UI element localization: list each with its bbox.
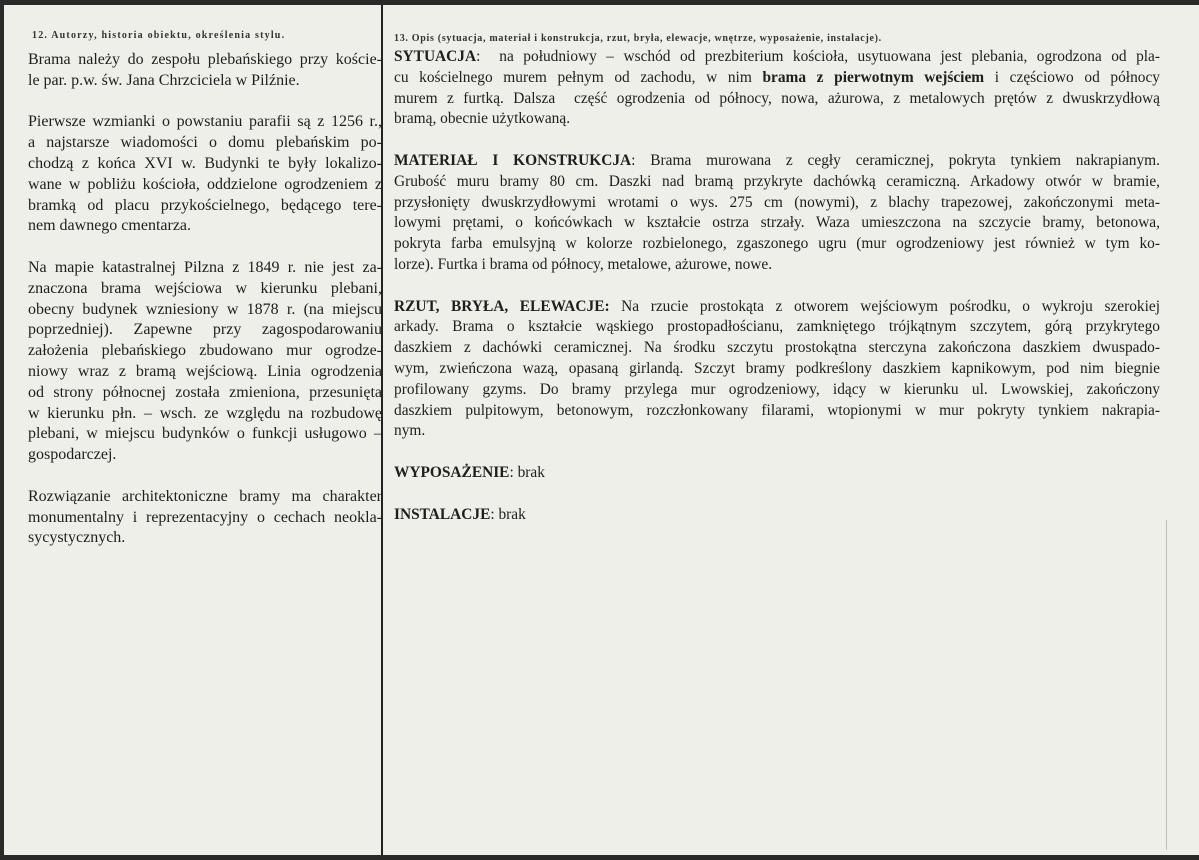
text-segment: daszkiem z dachówki ceramicznej. Na środku szczytu prostokątna sterczyna zakończona daszkiem dwuspado- [394, 339, 1160, 357]
page-edge-line [1166, 520, 1167, 850]
text-line: założenia plebańskiego zbudowano mur ogrodze- [28, 342, 382, 360]
bold-text: RZUT, BRYŁA, ELEWACJE: [394, 297, 610, 315]
bold-text: SYTUACJA [394, 48, 477, 65]
text-line [394, 380, 1160, 401]
text-line: monumentalny i reprezentacyjny o cechach neokla- [28, 508, 382, 526]
text-line: le par. p.w. św. Jana Chrzciciela w Pilźnie. [28, 71, 300, 89]
text-line: poprzedniej). Zapewne przy zagospodarowaniu [28, 321, 382, 339]
section-rzut-bryła-elewacje [394, 297, 1160, 443]
text-line: wane w pobliżu kościoła, oddzielone ogrodzeniem z [28, 175, 382, 193]
text-line: bramką od placu przykościelnego, będącego tere- [28, 196, 382, 214]
text-line: nem dawnego cmentarza. [28, 217, 192, 235]
text-segment: Na rzucie prostokąta z otworem wejściowym pośrodku, o wykroju szerokiej [609, 297, 1160, 315]
text-line [394, 359, 1160, 380]
text-segment: daszkiem pulpitowym, betonowym, rozczłonkowany filarami, wtopionymi w mur pokryty tynkiem nakrapia- [394, 401, 1160, 419]
text-segment: cu kościelnego murem pełnym od zachodu, w nim [394, 68, 763, 86]
text-line: plebani, w miejscu budynków o funkcji usługowo – [28, 425, 382, 443]
text-line: w kierunku płn. – wsch. ze względu na rozbudowę [28, 404, 382, 422]
text-segment: arkady. Brama o kształcie wąskiego prostopadłościanu, zamkniętego trójkątnym szczytem, górą przykrytego [394, 318, 1160, 336]
text-line [394, 401, 1160, 422]
section-13-description [394, 33, 1160, 546]
text-line: chodzą z końca XVI w. Budynki te były lokalizo- [28, 154, 382, 172]
text-line [394, 68, 1160, 89]
text-line: obecny budynek wzniesiony w 1878 r. (na miejscu [28, 300, 382, 318]
text-line: a najstarsze wiadomości o domu plebańskim po- [28, 134, 382, 152]
text-line [394, 172, 1160, 193]
text-segment: profilowany gzyms. Do bramy przylega mur ogrodzeniowy, idący w kierunku ul. Lwowskiej, zakończony [394, 380, 1160, 398]
text-line [394, 234, 1160, 255]
text-line [394, 505, 1160, 526]
section-13-heading: 13. Opis (sytuacja, materiał i konstrukcja, rzut, bryła, elewacje, wnętrze, wyposażenie, instalacje). [394, 33, 882, 44]
section-instalacje [394, 505, 1160, 526]
text-line [394, 213, 1160, 234]
section-12-heading: 12. Autorzy, historia obiektu, określenia stylu. [32, 30, 286, 41]
section-materiał-i-konstrukcja [394, 151, 1160, 276]
text-line: Brama należy do zespołu plebańskiego przy koście- [28, 51, 382, 68]
text-segment: lowymi prętami, o końcówkach w kształcie ostrza strzały. Waza umieszczona na szczycie bramy, betonowa, [394, 214, 1160, 232]
text-line [394, 338, 1160, 359]
text-segment: wym, zwieńczona wazą, opasaną girlandą. Szczyt bramy podkreślony daszkiem kapnikowym, pod nim biegnie [394, 359, 1160, 377]
text-line [394, 89, 1160, 110]
bold-text: MATERIAŁ I KONSTRUKCJA [394, 151, 632, 169]
text-segment: przysłonięty dwuskrzydłowymi wrotami o wys. 275 cm (nowymi), z blachy trapezowej, zakończonymi meta- [394, 193, 1160, 211]
text-line: od strony północnej została zmieniona, przesunięta [28, 383, 382, 401]
text-line [394, 193, 1160, 214]
section-12-body [28, 50, 382, 549]
section-sytuacja [394, 47, 1160, 130]
text-line [394, 109, 1160, 130]
text-segment: i częściowo od północy [984, 68, 1160, 86]
text-line [394, 317, 1160, 338]
text-line: znaczona brama wejściowa w kierunku plebani, [28, 279, 382, 297]
text-segment: Grubość muru bramy 80 cm. Daszki nad bramą przykryte dachówką ceramiczną. Arkadowy otwór w bramie, [394, 172, 1160, 190]
text-segment: nym. [394, 422, 426, 440]
paragraph [28, 258, 382, 466]
section-wyposażenie [394, 463, 1160, 484]
text-line [394, 421, 1160, 442]
text-line [394, 151, 1160, 172]
paragraph [28, 112, 382, 237]
bold-text: brama z pierwotnym wejściem [762, 68, 985, 86]
text-segment: pokryta farba emulsyjną w kolorze rozbielonego, zgaszonego ugru (mur ogrodzeniowy jest również w tym ko- [394, 235, 1160, 253]
bold-text: WYPOSAŻENIE [394, 463, 510, 481]
text-line [394, 297, 1160, 318]
text-line: gospodarczej. [28, 446, 117, 464]
text-segment: : Brama murowana z cegły ceramicznej, pokryta tynkiem nakrapianym. [631, 151, 1160, 169]
text-segment: : na południowy – wschód od prezbiterium kościoła, usytuowana jest plebania, ogrodzona od pla- [476, 48, 1160, 65]
text-segment: : brak [490, 505, 526, 523]
text-line [394, 47, 1160, 68]
text-line: Pierwsze wzmianki o powstaniu parafii są z 1256 r., [28, 113, 382, 131]
paragraph [28, 487, 382, 549]
text-line: sycystycznych. [28, 529, 126, 547]
text-line: Na mapie katastralnej Pilzna z 1849 r. nie jest za- [28, 258, 382, 276]
text-line: niowy wraz z bramą wejściową. Linia ogrodzenia [28, 362, 382, 380]
section-12-history [28, 30, 382, 570]
section-13-body [394, 47, 1160, 525]
text-segment: : brak [509, 463, 545, 481]
text-line [394, 255, 1160, 276]
paragraph [28, 50, 382, 92]
text-line: Rozwiązanie architektoniczne bramy ma charakter [28, 487, 382, 505]
text-segment: murem z furtką. Dalsza część ogrodzenia od północy, nowa, ażurowa, z metalowych prętów z dwuskrzydłową [394, 89, 1160, 107]
text-line [394, 463, 1160, 484]
text-segment: bramą, obecnie użytkowaną. [394, 110, 571, 128]
bold-text: INSTALACJE [394, 505, 491, 523]
text-segment: lorze). Furtka i brama od północy, metalowe, ażurowe, nowe. [394, 255, 773, 273]
